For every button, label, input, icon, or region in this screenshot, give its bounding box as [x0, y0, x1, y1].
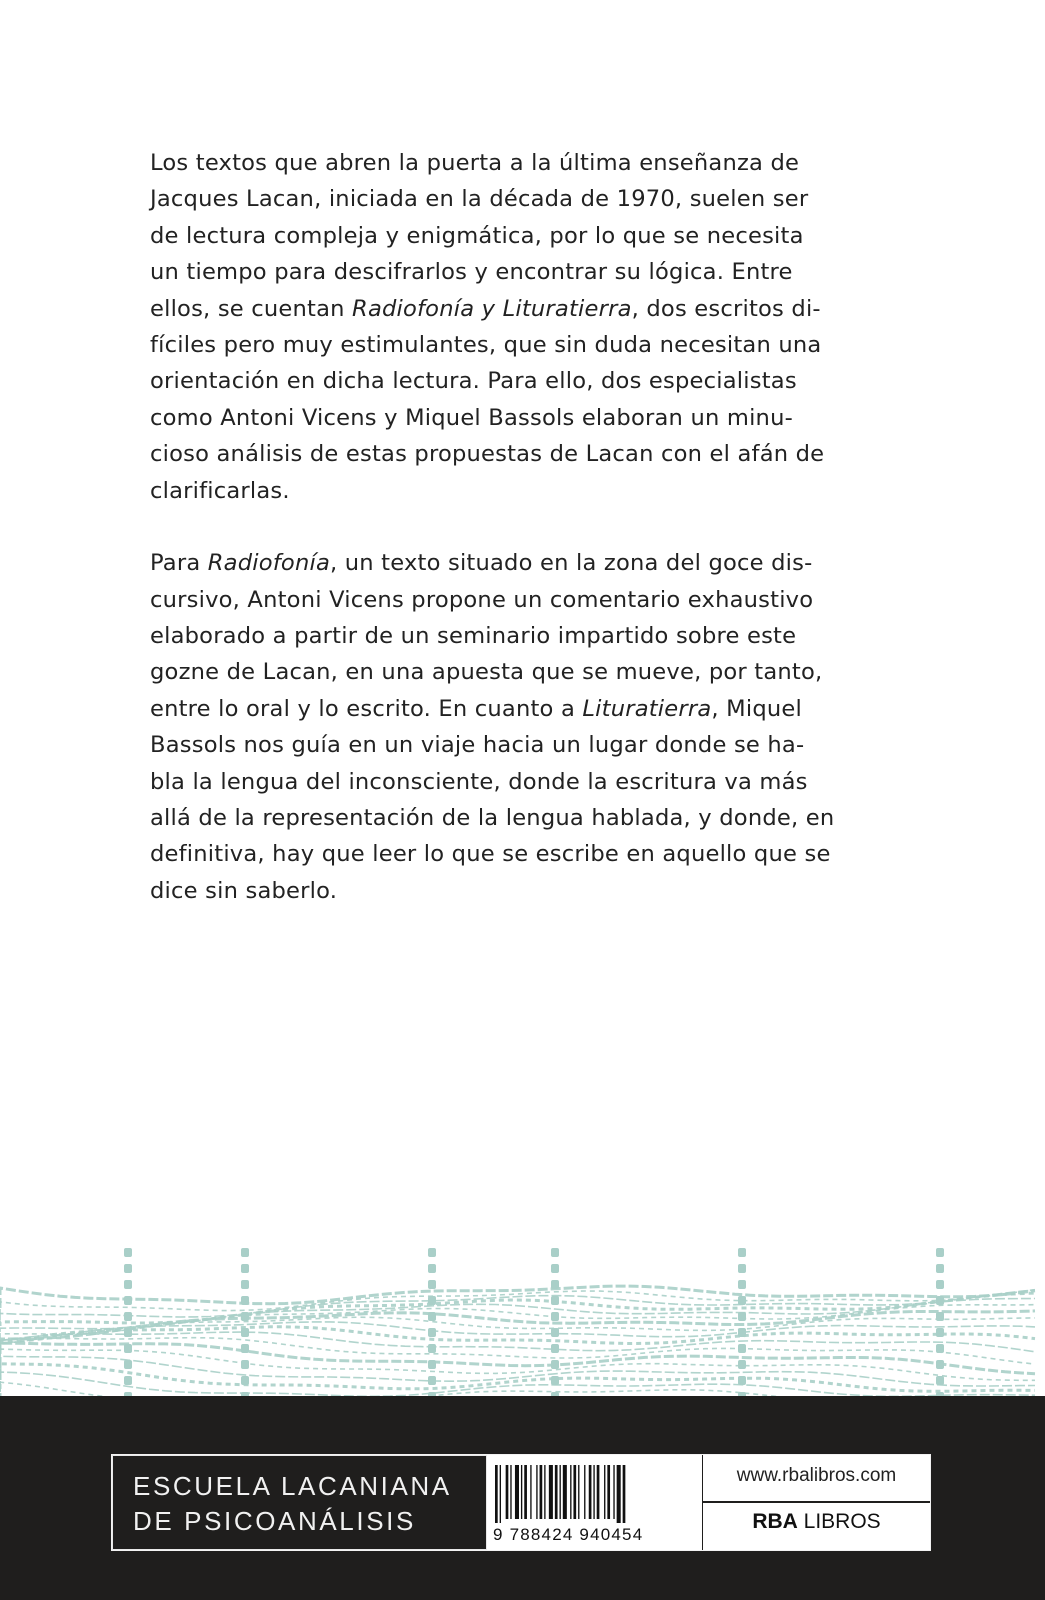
text-line: elaborado a partir de un seminario impartido sobre este: [150, 623, 797, 650]
stitch-mark: [936, 1280, 944, 1289]
barcode-bar: [560, 1465, 561, 1519]
stitch-mark: [738, 1344, 746, 1353]
barcode-bar: [613, 1465, 614, 1519]
divider: [703, 1501, 930, 1503]
barcode-bar: [530, 1465, 531, 1519]
stitch-mark: [428, 1328, 436, 1337]
stitch-mark: [936, 1360, 944, 1369]
stitch-mark: [936, 1376, 944, 1385]
stitch-mark: [241, 1312, 249, 1321]
stitch-mark: [936, 1312, 944, 1321]
barcode-bar: [589, 1465, 592, 1519]
italic-title: Radiofonía: [207, 550, 330, 577]
barcode-bars: [495, 1465, 695, 1523]
paragraph-2: [150, 545, 902, 909]
stitch-mark: [124, 1344, 132, 1353]
stitch-mark: [551, 1248, 559, 1257]
stitch-mark: [428, 1264, 436, 1273]
stitch-mark: [738, 1312, 746, 1321]
barcode-bar: [584, 1465, 585, 1519]
barcode-bar: [555, 1465, 558, 1519]
stitch-mark: [738, 1264, 746, 1273]
stitch-mark: [241, 1248, 249, 1257]
stitch-mark: [936, 1344, 944, 1353]
stitch-mark: [738, 1296, 746, 1305]
barcode-bar: [604, 1465, 605, 1519]
stitch-mark: [124, 1296, 132, 1305]
text-line: bla la lengua del inconsciente, donde la escritura va más: [150, 768, 808, 795]
stitch-mark: [241, 1344, 249, 1353]
paragraph-1: [150, 145, 902, 509]
stitch-mark: [551, 1264, 559, 1273]
text-line: definitiva, hay que leer lo que se escribe en aquello que se: [150, 841, 831, 868]
barcode-bar: [573, 1465, 576, 1519]
stitch-mark: [738, 1360, 746, 1369]
stitch-mark: [551, 1344, 559, 1353]
barcode-bar: [510, 1465, 511, 1519]
stitch-mark: [428, 1312, 436, 1321]
wave-line: [0, 1343, 1035, 1380]
barcode-bar: [540, 1465, 543, 1519]
stitch-mark: [936, 1296, 944, 1305]
barcode-bar: [563, 1465, 567, 1519]
stitch-mark: [241, 1264, 249, 1273]
barcode-bar: [623, 1465, 626, 1523]
barcode-bar: [578, 1465, 579, 1519]
text-line: cioso análisis de estas propuestas de Lacan con el afán de: [150, 441, 825, 468]
barcode-bar: [617, 1465, 621, 1523]
publisher-box: [111, 1454, 931, 1551]
publisher-website: www.rbalibros.com: [736, 1465, 897, 1486]
brand-bold: RBA: [752, 1510, 798, 1533]
stitch-mark: [124, 1248, 132, 1257]
barcode-bar: [570, 1465, 571, 1519]
stitch-mark: [936, 1264, 944, 1273]
publisher-info: [703, 1455, 930, 1550]
text-line: allá de la representación de la lengua hablada, y donde, en: [150, 805, 835, 832]
text-line: ellos, se cuentan Radiofonía y Lituratierra, dos escritos di-: [150, 295, 821, 322]
wave-line: [0, 1356, 1035, 1392]
stitch-mark: [551, 1328, 559, 1337]
italic-title: Radiofonía y Lituratierra: [352, 295, 632, 322]
stitch-mark: [551, 1376, 559, 1385]
stitch-mark: [738, 1376, 746, 1385]
stitch-mark: [428, 1248, 436, 1257]
barcode-bar: [544, 1465, 545, 1519]
stitch-mark: [241, 1328, 249, 1337]
series-line-2: DE PSICOANÁLISIS: [133, 1506, 416, 1536]
isbn-barcode: [487, 1455, 703, 1550]
text-line: fíciles pero muy estimulantes, que sin duda necesitan una: [150, 331, 822, 358]
publisher-logo: [703, 1510, 930, 1534]
barcode-bar: [593, 1465, 594, 1519]
stitch-mark: [124, 1280, 132, 1289]
stitch-mark: [241, 1296, 249, 1305]
stitch-mark: [551, 1360, 559, 1369]
stitch-mark: [428, 1344, 436, 1353]
stitch-mark: [428, 1280, 436, 1289]
series-name: [112, 1455, 487, 1550]
brand-regular: LIBROS: [803, 1510, 881, 1533]
text-line: un tiempo para descifrarlos y encontrar su lógica. Entre: [150, 259, 793, 286]
stitch-mark: [551, 1296, 559, 1305]
stitch-mark: [124, 1312, 132, 1321]
barcode-bar: [506, 1465, 509, 1519]
stitch-mark: [241, 1280, 249, 1289]
text-line: dice sin saberlo.: [150, 877, 338, 904]
text-line: Jacques Lacan, iniciada en la década de 1970, suelen ser: [150, 186, 809, 213]
stitch-mark: [124, 1360, 132, 1369]
wave-line: [0, 1299, 1035, 1333]
stitch-mark: [738, 1328, 746, 1337]
stitch-mark: [124, 1264, 132, 1273]
isbn-digits: 9 788424 940454: [493, 1525, 644, 1544]
stitch-mark: [428, 1360, 436, 1369]
text-line: como Antoni Vicens y Miquel Bassols elaboran un minu-: [150, 404, 793, 431]
text-line: orientación en dicha lectura. Para ello, dos especialistas: [150, 368, 797, 395]
text-line: Los textos que abren la puerta a la última enseñanza de: [150, 150, 800, 176]
barcode-bar: [607, 1465, 610, 1519]
wave-line: [0, 1322, 1035, 1356]
stitch-mark: [241, 1376, 249, 1385]
stitch-mark: [124, 1376, 132, 1385]
barcode-bar: [521, 1465, 522, 1519]
stitch-mark: [551, 1280, 559, 1289]
barcode-bar: [524, 1465, 527, 1519]
series-line-1: ESCUELA LACANIANA: [133, 1471, 452, 1501]
stitch-mark: [738, 1248, 746, 1257]
back-cover-text: [150, 145, 902, 909]
barcode-bar: [515, 1465, 519, 1519]
stitch-mark: [551, 1312, 559, 1321]
stitch-mark: [936, 1248, 944, 1257]
stitch-mark: [124, 1328, 132, 1337]
stitch-mark: [936, 1328, 944, 1337]
wave-decoration: [0, 1248, 1045, 1396]
text-line: Para Radiofonía, un texto situado en la zona del goce dis-: [150, 550, 813, 577]
text-line: gozne de Lacan, en una apuesta que se mueve, por tanto,: [150, 659, 823, 686]
stitch-mark: [428, 1376, 436, 1385]
italic-title: Lituratierra: [582, 695, 712, 722]
barcode-bar: [495, 1465, 498, 1523]
text-line: clarificarlas.: [150, 477, 290, 504]
text-line: entre lo oral y lo escrito. En cuanto a Lituratierra, Miquel: [150, 695, 802, 722]
stitch-mark: [738, 1280, 746, 1289]
stitch-mark: [241, 1360, 249, 1369]
text-line: de lectura compleja y enigmática, por lo que se necesita: [150, 222, 804, 249]
text-line: cursivo, Antoni Vicens propone un comentario exhaustivo: [150, 586, 814, 613]
text-line: Bassols nos guía en un viaje hacia un lugar donde se ha-: [150, 732, 805, 759]
stitch-mark: [428, 1296, 436, 1305]
barcode-bar: [597, 1465, 600, 1519]
barcode-bar: [500, 1465, 501, 1523]
barcode-bar: [549, 1465, 553, 1519]
barcode-bar: [536, 1465, 537, 1519]
